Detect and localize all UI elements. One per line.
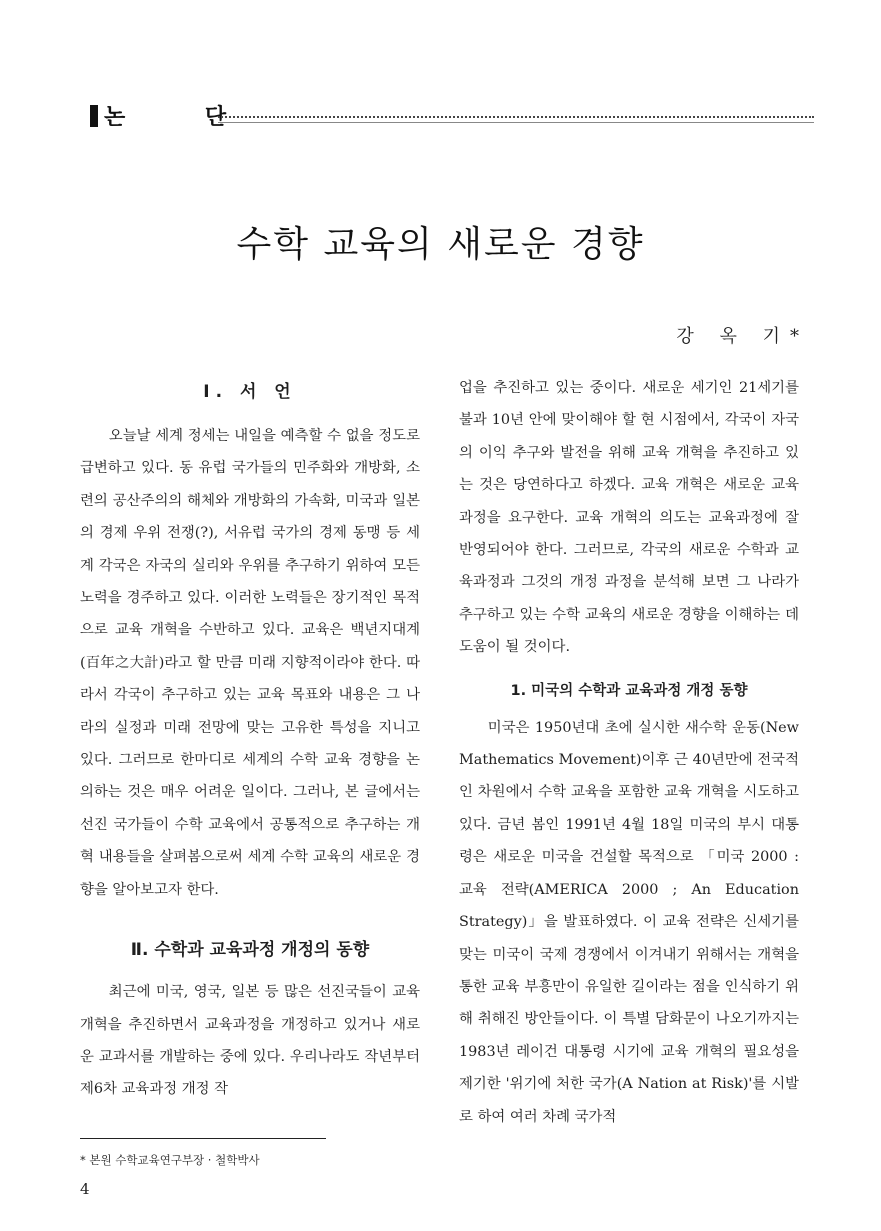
section-label: 논 단	[104, 105, 263, 130]
page-number: 4	[80, 1180, 90, 1198]
section-heading-curriculum: Ⅱ. 수학과 교육과정 개정의 동향	[130, 940, 370, 961]
section-heading-introduction: Ⅰ. 서 언	[203, 382, 297, 402]
footnote: * 본원 수학교육연구부장 · 철학박사	[80, 1153, 260, 1167]
author-name: 강 옥 기*	[676, 326, 809, 347]
right-column	[459, 372, 799, 1133]
footnote-rule	[80, 1138, 326, 1139]
left-column	[80, 372, 420, 1106]
subsection-heading-usa: 1. 미국의 수학과 교육과정 개정 동향	[510, 682, 748, 699]
section-marker-bar	[90, 105, 98, 127]
paragraph-introduction: 오늘날 세계 정세는 내일을 예측할 수 없을 정도로 급변하고 있다. 동 유럽 국가들의 민주화와 개방화, 소련의 공산주의의 해체와 개방화의 가속화, 미국과 일본의 경제 우위 전쟁(?), 서유럽 국가의 경제 동맹 등 세계 각국은 자국의 실리와 우위를 추구하기 위하여 모든 노력을 경주하고 있다. 이러한 노력들은 장기적인 목적으로 교육 개혁을 수반하고 있다. 교육은 백년지대계(百年之大計)라고 할 만큼 미래 지향적이라야 한다. 따라서 각국이 추구하고 있는 교육 목표와 내용은 그 나라의 실정과 미래 전망에 맞는 고유한 특성을 지니고 있다. 그러므로 한마디로 세계의 수학 교육 경향을 논의하는 것은 매우 어려운 일이다. 그러나, 본 글에서는 선진 국가들이 수학 교육에서 공통적으로 추구하는 개혁 내용들을 살펴봄으로써 세계 수학 교육의 새로운 경향을 알아보고자 한다.	[80, 428, 420, 898]
paragraph-usa: 미국은 1950년대 초에 실시한 새수학 운동(New Mathematics Movement)이후 근 40년만에 전국적인 차원에서 수학 교육을 포함한 교육 개혁을 시도하고 있다. 금년 봄인 1991년 4월 18일 미국의 부시 대통령은 새로운 미국을 건설할 목적으로 「미국 2000 : 교육 전략(AMERICA 2000 ; An Education Strategy)」을 발표하였다. 이 교육 전략은 신세기를 맞는 미국이 국제 경쟁에서 이겨내기 위해서는 개혁을 통한 교육 부흥만이 유일한 길이라는 점을 인식하기 위해 취해진 방안들이다. 이 특별 담화문이 나오기까지는 1983년 레이건 대통령 시기에 교육 개혁의 필요성을 제기한 '위기에 처한 국가(A Nation at Risk)'를 시발로 하여 여러 차례 국가적	[459, 719, 799, 1125]
paragraph-continued: 업을 추진하고 있는 중이다. 새로운 세기인 21세기를 불과 10년 안에 맞이해야 할 현 시점에서, 각국이 자국의 이익 추구와 발전을 위해 교육 개혁을 추진하고 있는 것은 당연하다고 하겠다. 교육 개혁은 새로운 교육과정을 요구한다. 교육 개혁의 의도는 교육과정에 잘 반영되어야 한다. 그러므로, 각국의 새로운 수학과 교육과정과 그것의 개정 과정을 분석해 보면 그 나라가 추구하고 있는 수학 교육의 새로운 경향을 이해하는 데 도움이 될 것이다.	[459, 380, 799, 656]
article-title: 수학 교육의 새로운 경향	[236, 224, 645, 265]
paragraph-curriculum: 최근에 미국, 영국, 일본 등 많은 선진국들이 교육 개혁을 추진하면서 교육과정을 개정하고 있거나 새로운 교과서를 개발하는 중에 있다. 우리나라도 작년부터 제6차 교육과정 개정 작	[80, 984, 420, 1098]
section-rule	[218, 116, 814, 123]
